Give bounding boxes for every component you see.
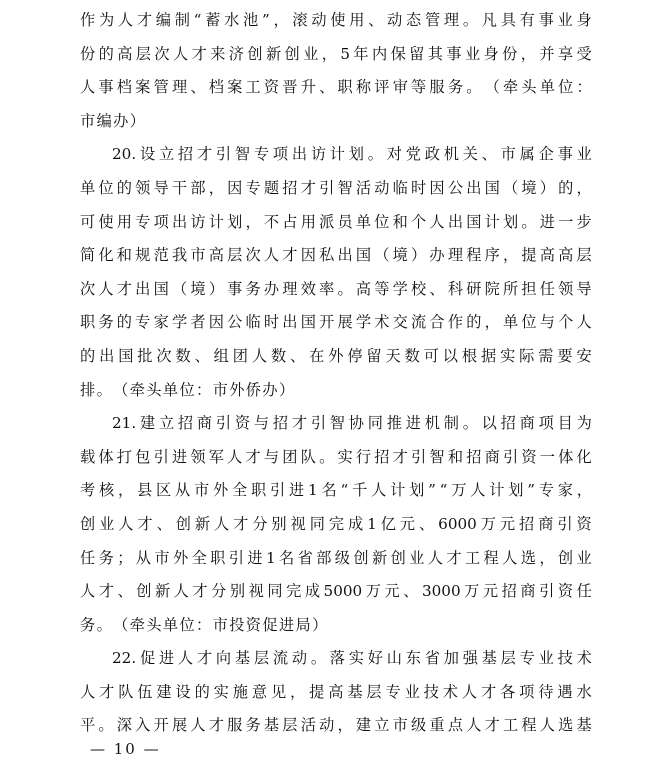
- text-line: 21. 建 立 招 商 引 资 与 招 才 引 智 协 同 推 进 机 制 。 以 招 商 项 目 为: [112, 414, 592, 433]
- text-line: 的 出 国 批 次 数 、 组 团 人 数 、 在 外 停 留 天 数 可 以 根 据 实 际 需 要 安: [80, 346, 592, 365]
- text-line: 排 。 （ 牵 头 单 位 ： 市 外 侨 办 ）: [80, 380, 295, 399]
- text-line: 市 编 办 ）: [80, 111, 145, 130]
- text-line: 20. 设 立 招 才 引 智 专 项 出 访 计 划 。 对 党 政 机 关 、 市 属 企 事 业: [112, 145, 592, 164]
- text-line: 职 务 的 专 家 学 者 因 公 临 时 出 国 开 展 学 术 交 流 合 作 的 ， 单 位 与 个 人: [80, 313, 592, 332]
- text-line: 份 的 高 层 次 人 才 来 济 创 新 创 业 ， 5 年 内 保 留 其 事 业 身 份 ， 并 享 受: [80, 44, 592, 63]
- text-line: 作 为 人 才 编 制 “ 蓄 水 池 ” ， 滚 动 使 用 、 动 态 管 理 。 凡 具 有 事 业 身: [80, 11, 592, 29]
- text-line: 任 务 ； 从 市 外 全 职 引 进 1 名 省 部 级 创 新 创 业 人 才 工 程 人 选 ， 创 业: [80, 548, 592, 567]
- text-line: 平 。 深 入 开 展 人 才 服 务 基 层 活 动 ， 建 立 市 级 重 点 人 才 工 程 人 选 基: [80, 716, 592, 735]
- body-text: [80, 4, 592, 743]
- text-line: 载 体 打 包 引 进 领 军 人 才 与 团 队 。 实 行 招 才 引 智 和 招 商 引 资 一 体 化: [80, 447, 592, 466]
- text-line: 22. 促 进 人 才 向 基 层 流 动 。 落 实 好 山 东 省 加 强 基 层 专 业 技 术: [112, 649, 592, 668]
- text-line: 人 事 档 案 管 理 、 档 案 工 资 晋 升 、 职 称 评 审 等 服 务 。 （ 牵 头 单 位 ：: [80, 78, 592, 97]
- page-number: — 10 —: [90, 740, 161, 758]
- text-line: 单 位 的 领 导 干 部 ， 因 专 题 招 才 引 智 活 动 临 时 因 公 出 国 （ 境 ） 的 ，: [80, 178, 592, 197]
- text-line: 考 核 ， 县 区 从 市 外 全 职 引 进 1 名 “ 千 人 计 划 ” “ 万 人 计 划 ” 专 家 ，: [80, 481, 592, 500]
- text-line: 简 化 和 规 范 我 市 高 层 次 人 才 因 私 出 国 （ 境 ） 办 理 程 序 ， 提 高 高 层: [80, 246, 592, 265]
- text-line: 次 人 才 出 国 （ 境 ） 事 务 办 理 效 率 。 高 等 学 校 、 科 研 院 所 担 任 领 导: [80, 279, 592, 298]
- text-line: 创 业 人 才 、 创 新 人 才 分 别 视 同 完 成 1 亿 元 、 6000 万 元 招 商 引 资: [80, 514, 592, 533]
- text-line: 可 使 用 专 项 出 访 计 划 ， 不 占 用 派 员 单 位 和 个 人 出 国 计 划 。 进 一 步: [80, 212, 592, 231]
- text-line: 人 才 、 创 新 人 才 分 别 视 同 完 成 5000 万 元 、 3000 万 元 招 商 引 资 任: [80, 582, 592, 601]
- text-line: 人 才 队 伍 建 设 的 实 施 意 见 ， 提 高 基 层 专 业 技 术 人 才 各 项 待 遇 水: [80, 682, 592, 701]
- text-line: 务 。 （ 牵 头 单 位 ： 市 投 资 促 进 局 ）: [80, 615, 328, 634]
